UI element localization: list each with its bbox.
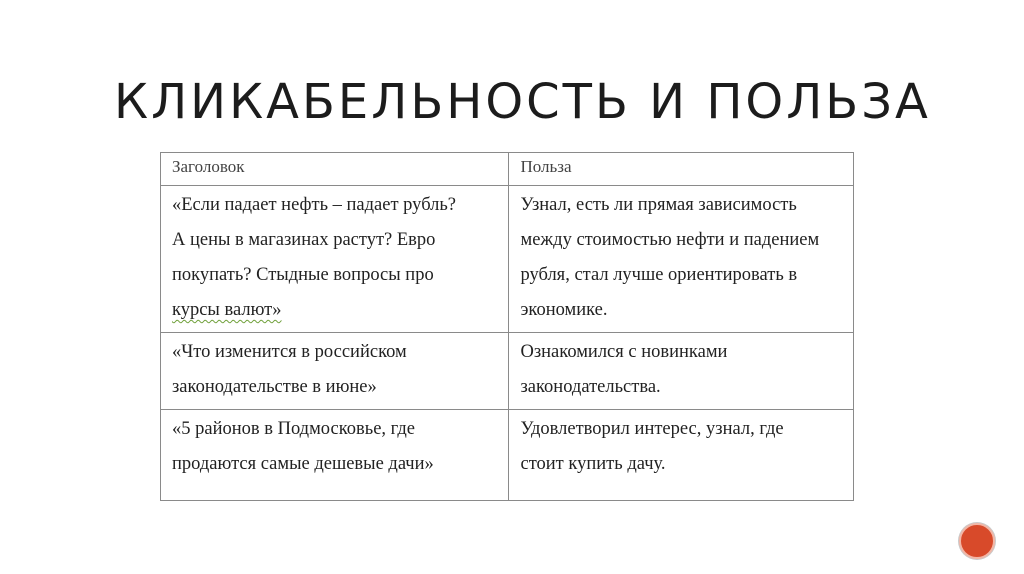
cell-line: законодательства.	[520, 377, 661, 397]
cell-line: продаются самые дешевые дачи»	[172, 454, 434, 474]
cell-line: «Если падает нефть – падает рубль?	[172, 195, 457, 215]
headline-cell	[161, 333, 509, 410]
benefit-cell	[509, 333, 854, 410]
benefit-cell	[509, 410, 854, 501]
cell-line: стоит купить дачу.	[520, 454, 666, 474]
header-benefit: Польза	[509, 153, 854, 186]
cell-line: покупать? Стыдные вопросы про	[172, 265, 434, 285]
table-header-row	[161, 153, 854, 186]
cell-line	[172, 293, 500, 328]
cell-line: «Что изменится в российском	[172, 342, 407, 362]
headline-cell	[161, 410, 509, 501]
table-row	[161, 410, 854, 501]
cell-line: рубля, стал лучше ориентировать в	[520, 265, 798, 285]
headline-cell	[161, 186, 509, 333]
table-row	[161, 186, 854, 333]
cell-line: законодательстве в июне»	[172, 377, 377, 397]
cell-line: Ознакомился с новинками	[520, 342, 728, 362]
cell-line: Узнал, есть ли прямая зависимость	[520, 195, 797, 215]
comparison-table	[160, 152, 854, 501]
cell-line: «5 районов в Подмосковье, где	[172, 419, 415, 439]
table-row	[161, 333, 854, 410]
cell-line: экономике.	[520, 300, 608, 320]
cell-line-text: курсы валют»	[172, 300, 282, 320]
benefit-cell	[509, 186, 854, 333]
circle-nav-icon[interactable]	[959, 523, 995, 559]
cell-line: между стоимостью нефти и падением	[520, 230, 820, 250]
cell-line: А цены в магазинах растут? Евро	[172, 230, 436, 250]
slide-title: КЛИКАБЕЛЬНОСТЬ И ПОЛЬЗА	[114, 74, 931, 130]
cell-line: Удовлетворил интерес, узнал, где	[520, 419, 784, 439]
header-headline: Заголовок	[161, 153, 509, 186]
